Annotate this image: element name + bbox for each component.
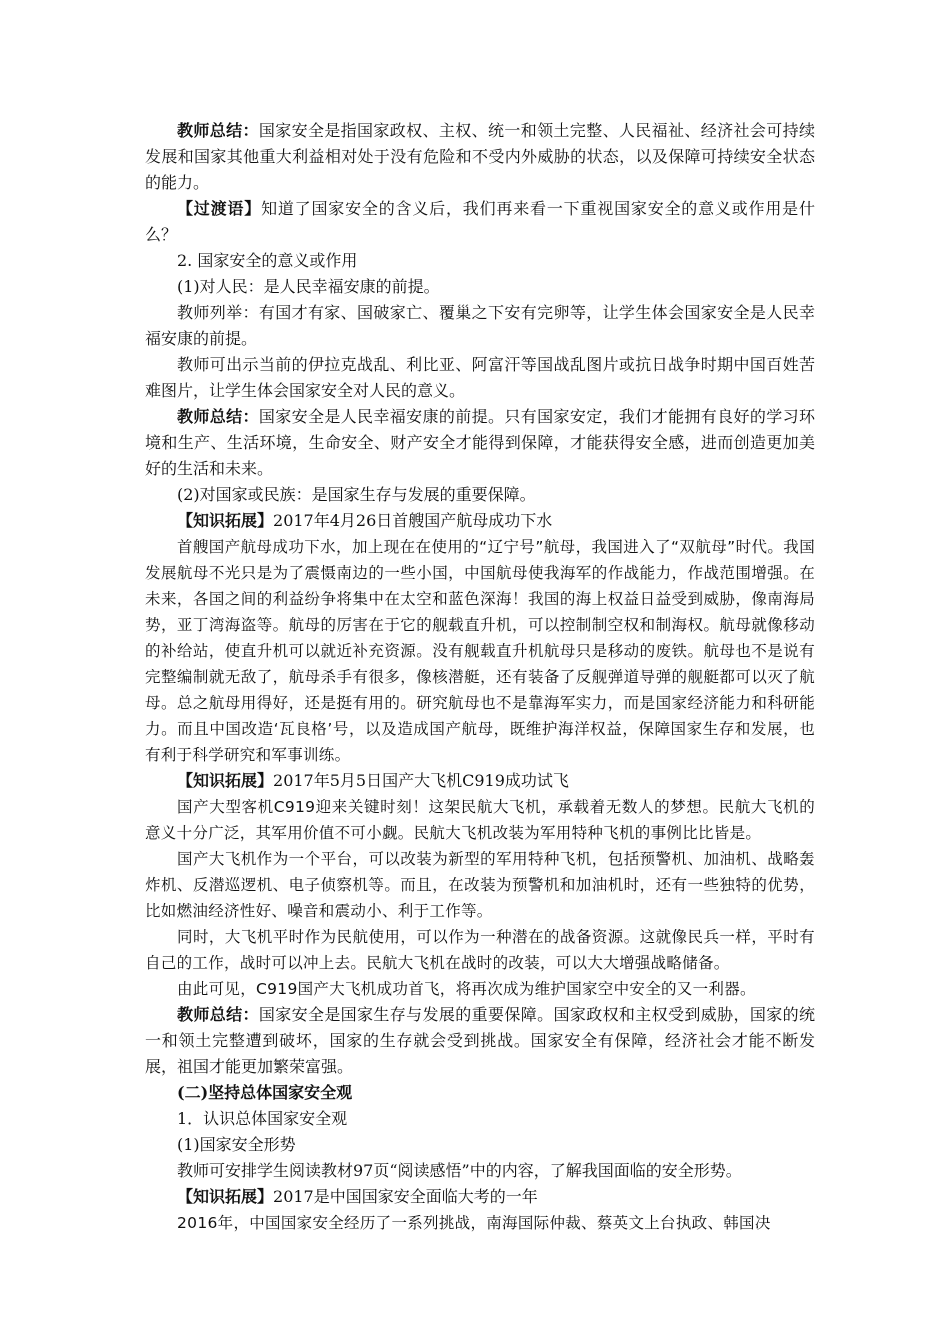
knowledge-expansion-2017 [145, 1184, 815, 1210]
paragraph-teacher-summary-1 [145, 118, 815, 196]
paragraph-c919-4: 由此可见，C919国产大飞机成功首飞，将再次成为维护国家空中安全的又一利器。 [177, 980, 756, 998]
paragraph-carrier-detail: 首艘国产航母成功下水，加上现在在使用的“辽宁号”航母，我国进入了“双航母”时代。我国发展航母不光只是为了震慑南边的一些小国，中国航母使我海军的作战能力，作战范围增强。在未来，各国之间的利益纷争将集中在太空和蓝色深海！我国的海上权益日益受到威胁，像南海局势，亚丁湾海盗等。航母的厉害在于它的舰载直升机，可以控制制空权和制海权。航母就像移动的补给站，使直升机可以就近补充资源。没有舰载直升机航母只是移动的废铁。航母也不是说有完整编制就无敌了，航母杀手有很多，像核潜艇，还有装备了反舰弹道导弹的舰艇都可以灭了航母。总之航母用得好，还是挺有用的。研究航母也不是靠海军实力，而是国家经济能力和科研能力。而且中国改造‘瓦良格’号，以及造成国产航母，既维护海洋权益，保障国家生存和发展，也有利于科学研究和军事训练。 [145, 538, 815, 764]
label-knowledge-expansion: 【知识拓展】 [177, 771, 274, 790]
paragraph-text: 2017年5月5日国产大飞机C919成功试飞 [273, 771, 569, 790]
paragraph-text: 国家安全是人民幸福安康的前提。只有国家安定，我们才能拥有良好的学习环境和生产、生活环境，生命安全、财产安全才能得到保障，才能获得安全感，进而创造更加美好的生活和未来。 [145, 407, 815, 478]
section-heading-overall-security [145, 1080, 815, 1106]
paragraph-2016-challenges: 2016年，中国国家安全经历了一系列挑战，南海国际仲裁、蔡英文上台执政、韩国决 [177, 1214, 771, 1232]
knowledge-expansion-c919 [145, 768, 815, 794]
paragraph-teacher-examples: 教师列举：有国才有家、国破家亡、覆巢之下安有完卵等，让学生体会国家安全是人民幸福安康的前提。 [145, 303, 815, 348]
document-body [145, 118, 815, 1236]
paragraph-text: 国家安全是指国家政权、主权、统一和领土完整、人民福祉、经济社会可持续发展和国家其他重大利益相对处于没有危险和不受内外威胁的状态，以及保障可持续安全状态的能力。 [145, 121, 815, 192]
paragraph-reading-task: 教师可安排学生阅读教材97页“阅读感悟”中的内容，了解我国面临的安全形势。 [177, 1161, 742, 1180]
label-knowledge-expansion: 【知识拓展】 [177, 1187, 274, 1206]
paragraph-c919-3: 同时，大飞机平时作为民航使用，可以作为一种潜在的战备资源。这就像民兵一样，平时有自己的工作，战时可以冲上去。民航大飞机在战时的改装，可以大大增强战略储备。 [145, 928, 815, 972]
section-heading-text: (二)坚持总体国家安全观 [177, 1083, 353, 1102]
paragraph-text: 国家安全是国家生存与发展的重要保障。国家政权和主权受到威胁，国家的统一和领土完整遭到破坏，国家的生存就会受到挑战。国家安全有保障，经济社会才能不断发展，祖国才能更加繁荣富强。 [145, 1005, 815, 1076]
paragraph-teacher-images: 教师可出示当前的伊拉克战乱、利比亚、阿富汗等国战乱图片或抗日战争时期中国百姓苦难图片，让学生体会国家安全对人民的意义。 [145, 355, 815, 400]
paragraph-text: 2017是中国国家安全面临大考的一年 [273, 1187, 538, 1206]
heading-significance: 2. 国家安全的意义或作用 [177, 251, 358, 270]
point-security-situation: (1)国家安全形势 [177, 1135, 296, 1154]
paragraph-teacher-summary-3 [145, 1002, 815, 1080]
paragraph-teacher-summary-2 [145, 404, 815, 482]
point-for-nation: (2)对国家或民族：是国家生存与发展的重要保障。 [177, 485, 536, 504]
label-teacher-summary: 教师总结： [177, 121, 259, 140]
label-teacher-summary: 教师总结： [177, 1005, 259, 1024]
label-teacher-summary: 教师总结： [177, 407, 259, 426]
paragraph-text: 知道了国家安全的含义后，我们再来看一下重视国家安全的意义或作用是什么？ [145, 199, 815, 244]
paragraph-transition [145, 196, 815, 248]
label-transition: 【过渡语】 [177, 199, 262, 218]
point-for-people: (1)对人民：是人民幸福安康的前提。 [177, 277, 440, 296]
knowledge-expansion-carrier [145, 508, 815, 534]
label-knowledge-expansion: 【知识拓展】 [177, 511, 274, 530]
paragraph-c919-1: 国产大型客机C919迎来关键时刻！这架民航大飞机，承载着无数人的梦想。民航大飞机的意义十分广泛，其军用价值不可小觑。民航大飞机改装为军用特种飞机的事例比比皆是。 [145, 798, 815, 842]
subheading-understand: 1．认识总体国家安全观 [177, 1109, 348, 1128]
paragraph-text: 2017年4月26日首艘国产航母成功下水 [273, 511, 553, 530]
paragraph-c919-2: 国产大飞机作为一个平台，可以改装为新型的军用特种飞机，包括预警机、加油机、战略轰炸机、反潜巡逻机、电子侦察机等。而且，在改装为预警机和加油机时，还有一些独特的优势，比如燃油经济性好、噪音和震动小、利于工作等。 [145, 850, 815, 920]
